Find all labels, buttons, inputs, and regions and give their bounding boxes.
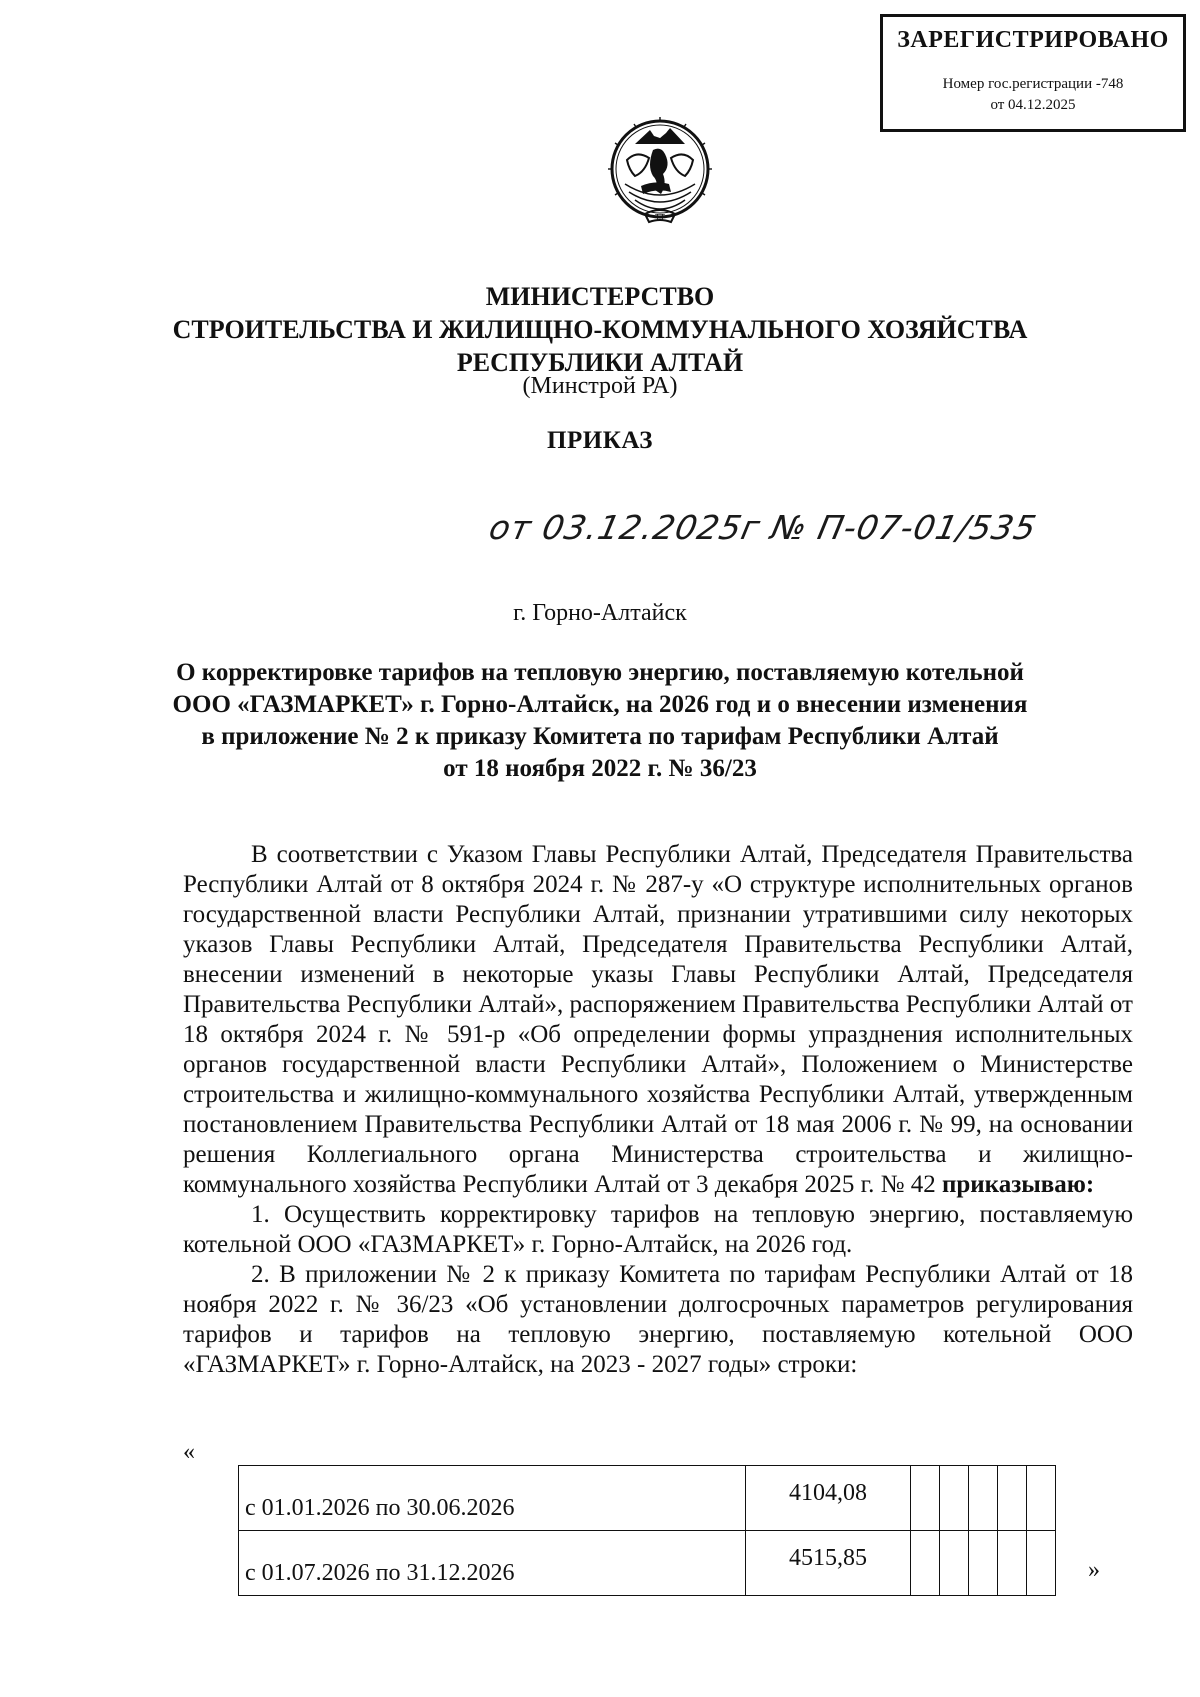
- table-cell-empty: [1027, 1466, 1056, 1531]
- ministry-short-name: (Минстрой РА): [522, 373, 678, 399]
- order-word: приказываю:: [941, 1171, 1095, 1198]
- document-body: [183, 840, 1133, 1380]
- subject-line-2: ООО «ГАЗМАРКЕТ» г. Горно-Алтайск, на 2026 год и о внесении изменения: [172, 691, 1028, 718]
- preamble-paragraph: [183, 840, 1133, 1200]
- emblem-inscription: ТТ: [655, 213, 665, 222]
- table-cell-empty: [1027, 1531, 1056, 1596]
- handwritten-order-number: от 03.12.2025г № П-07-01/535: [485, 508, 1041, 547]
- table-cell-empty: [911, 1531, 940, 1596]
- table-cell-empty: [940, 1531, 969, 1596]
- table-cell-empty: [998, 1531, 1027, 1596]
- coat-of-arms-icon: [605, 114, 715, 244]
- order-item-2: 2. В приложении № 2 к приказу Комитета по тарифам Республики Алтай от 18 ноября 2022 г. № 36/23 «Об установлении долгосрочных параметров регулирования тарифов и тарифов на тепловую энергию, поставляемую котельной ООО «ГАЗМАРКЕТ» г. Горно-Алтайск, на 2023 - 2027 годы» строки:: [183, 1261, 1133, 1378]
- quote-open-mark: «: [183, 1439, 195, 1465]
- registration-date: от 04.12.2025: [990, 97, 1076, 113]
- ministry-line-1: МИНИСТЕРСТВО: [485, 282, 715, 311]
- registration-stamp: [880, 14, 1186, 132]
- registration-stamp-title: ЗАРЕГИСТРИРОВАНО: [897, 27, 1169, 53]
- table-row: [239, 1466, 1056, 1531]
- tariff-table: [238, 1465, 1056, 1596]
- ministry-line-2: СТРОИТЕЛЬСТВА И ЖИЛИЩНО-КОММУНАЛЬНОГО ХОЗЯЙСТВА: [172, 315, 1028, 344]
- table-cell-value: 4515,85: [746, 1531, 911, 1596]
- table-cell-period: с 01.01.2026 по 30.06.2026: [239, 1466, 746, 1531]
- table-cell-value: 4104,08: [746, 1466, 911, 1531]
- subject-line-1: О корректировке тарифов на тепловую энергию, поставляемую котельной: [176, 659, 1024, 686]
- document-type: ПРИКАЗ: [547, 427, 653, 454]
- table-cell-empty: [911, 1466, 940, 1531]
- table-cell-empty: [940, 1466, 969, 1531]
- table-cell-empty: [998, 1466, 1027, 1531]
- order-item-1: 1. Осуществить корректировку тарифов на тепловую энергию, поставляемую котельной ООО «ГАЗМАРКЕТ» г. Горно-Алтайск, на 2026 год.: [183, 1201, 1133, 1258]
- document-subject: [150, 657, 1050, 785]
- quote-close-mark: »: [1088, 1557, 1100, 1583]
- table-row: [239, 1531, 1056, 1596]
- subject-line-3: в приложение № 2 к приказу Комитета по тарифам Республики Алтай: [201, 723, 999, 750]
- preamble-text: В соответствии с Указом Главы Республики Алтай, Председателя Правительства Республики Алтай от 8 октября 2024 г. № 287-у «О структуре исполнительных органов государственной власти Республики Алтай, признании утратившими силу некоторых указов Главы Республики Алтай, Председателя Правительства Республики Алтай, внесении изменений в некоторые указы Главы Республики Алтай, Председателя Правительства Республики Алтай», распоряжением Правительства Республики Алтай от 18 октября 2024 г. № 591-р «Об определении формы упразднения исполнительных органов государственной власти Республики Алтай», Положением о Министерстве строительства и жилищно-коммунального хозяйства Республики Алтай, утвержденным постановлением Правительства Республики Алтай от 18 мая 2006 г. № 99, на основании решения Коллегиального органа Министерства строительства и жилищно-коммунального хозяйства Республики Алтай от 3 декабря 2025 г. № 42: [183, 841, 1133, 1198]
- table-cell-empty: [969, 1531, 998, 1596]
- ministry-name: [100, 280, 1100, 379]
- city: г. Горно-Алтайск: [513, 600, 687, 626]
- subject-line-4: от 18 ноября 2022 г. № 36/23: [443, 755, 757, 782]
- registration-number: Номер гос.регистрации -748: [942, 76, 1124, 92]
- table-cell-empty: [969, 1466, 998, 1531]
- table-cell-period: с 01.07.2026 по 31.12.2026: [239, 1531, 746, 1596]
- ministry-line-3: РЕСПУБЛИКИ АЛТАЙ: [456, 348, 744, 377]
